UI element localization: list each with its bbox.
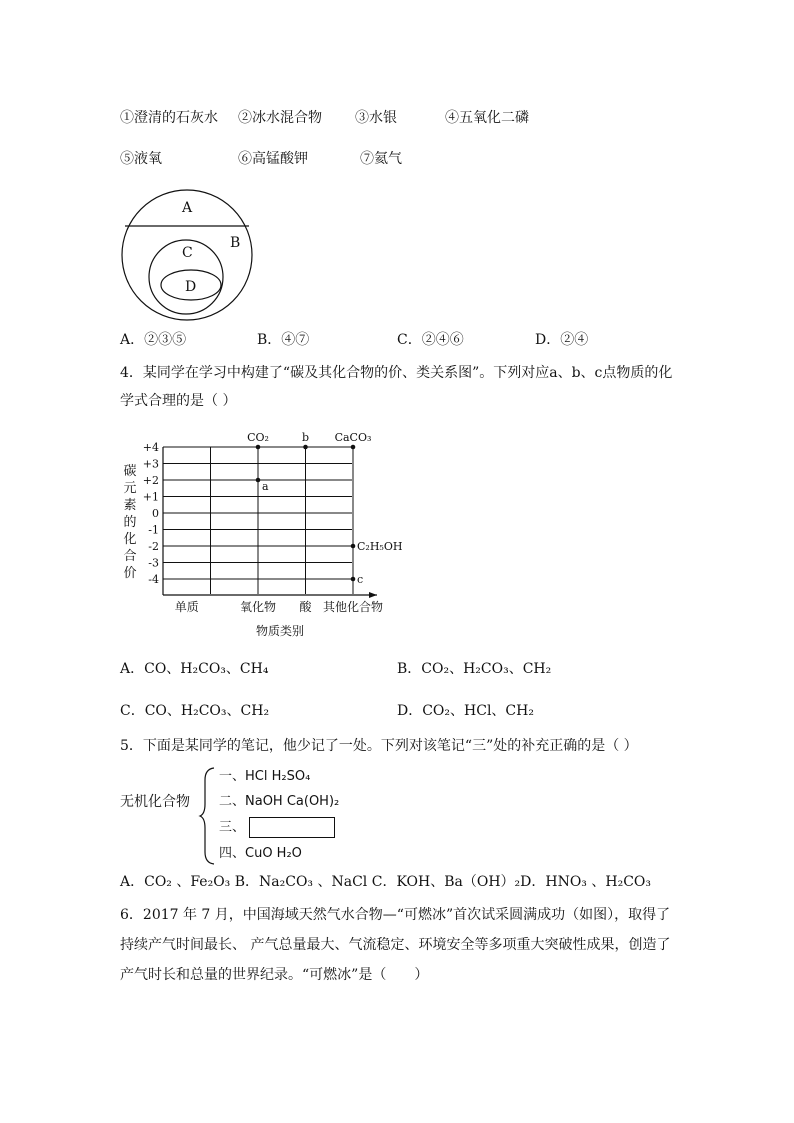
point-b <box>303 445 308 450</box>
q4-option-c: C．CO、H₂CO₃、CH₂ <box>120 703 270 719</box>
q5-options: A．CO₂ 、Fe₂O₃ B．Na₂CO₃ 、NaCl C．KOH、Ba（OH）₂D．HNO₃ 、H₂CO₃ <box>120 874 651 890</box>
classification-venn-diagram <box>118 186 258 326</box>
q5-branch-2: 二、NaOH Ca(OH)₂ <box>219 794 340 809</box>
x-axis-arrow <box>369 592 377 598</box>
y-axis-label-char: 素 <box>123 498 137 513</box>
point-label-b: b <box>301 431 310 444</box>
y-tick-label: +1 <box>142 490 159 504</box>
y-tick-label: -2 <box>148 540 159 553</box>
item-6: ⑥高锰酸钾 <box>238 151 308 167</box>
q6-line3: 产气时长和总量的世界纪录。“可燃冰”是（ ） <box>120 967 429 983</box>
q4-option-d: D．CO₂、HCl、CH₂ <box>397 703 534 719</box>
point-c <box>351 577 356 582</box>
q4-option-b: B．CO₂、H₂CO₃、CH₂ <box>397 661 552 677</box>
q5-branch-1: 一、HCl H₂SO₄ <box>219 769 311 784</box>
q3-option-a: A．②③⑤ <box>120 332 187 348</box>
y-axis-label-char: 碳 <box>123 464 137 479</box>
x-axis-label: 物质类别 <box>255 624 305 638</box>
point-label-a: a <box>262 480 269 493</box>
point-label-CaCO₃: CaCO₃ <box>334 431 372 444</box>
q5-branch-3: 三、 <box>219 820 246 835</box>
y-tick-label: -4 <box>148 573 159 586</box>
q4-option-a: A．CO、H₂CO₃、CH₄ <box>120 661 269 677</box>
y-tick-label: 0 <box>152 507 159 520</box>
y-tick-label: -3 <box>148 556 159 570</box>
q6-line2: 持续产气时间最长、 产气总量最大、气流稳定、环境安全等多项重大突破性成果，创造了 <box>120 937 671 953</box>
point-C₂H₅OH <box>351 544 356 549</box>
y-tick-label: +4 <box>142 441 159 454</box>
y-axis-label-char: 的 <box>123 515 137 530</box>
q3-option-b: B．④⑦ <box>257 332 310 348</box>
y-tick-label: +2 <box>142 474 159 487</box>
x-category-label: 单质 <box>174 600 199 614</box>
q3-option-d: D．②④ <box>535 332 589 348</box>
item-5: ⑤液氧 <box>120 151 162 167</box>
q3-option-c: C．②④⑥ <box>397 332 464 348</box>
venn-label-c: C <box>182 245 193 261</box>
point-label-c: c <box>357 573 364 586</box>
y-axis-label-char: 化 <box>123 532 137 547</box>
venn-label-a: A <box>182 200 193 216</box>
y-tick-label: -1 <box>148 523 159 537</box>
q6-line1: 6．2017 年 7 月，中国海域天然气水合物—“可燃冰”首次试采圆满成功（如图），取得了 <box>120 907 671 923</box>
q5-branch-4: 四、CuO H₂O <box>219 846 302 861</box>
q4-stem-line1: 4．某同学在学习中构建了“碳及其化合物的价、类关系图”。下列对应a、b、c点物质的化 <box>120 365 673 381</box>
item-4: ④五氧化二磷 <box>445 110 529 126</box>
item-7: ⑦氦气 <box>360 151 402 167</box>
point-label-C₂H₅OH: C₂H₅OH <box>357 540 403 553</box>
item-2: ②冰水混合物 <box>238 110 322 126</box>
venn-label-b: B <box>230 235 241 251</box>
x-category-label: 其他化合物 <box>322 600 384 614</box>
y-axis-label-char: 合 <box>123 549 137 564</box>
x-category-label: 酸 <box>299 600 312 614</box>
q5-root-label: 无机化合物 <box>120 794 190 810</box>
item-1: ①澄清的石灰水 <box>120 110 218 126</box>
x-category-label: 氧化物 <box>239 600 277 614</box>
point-label-CO₂: CO₂ <box>247 431 269 444</box>
point-CO₂ <box>256 445 261 450</box>
item-3: ③水银 <box>355 110 397 126</box>
y-axis-label-char: 元 <box>123 481 137 496</box>
q4-stem-line2: 学式合理的是（ ） <box>120 393 237 409</box>
q5-stem: 5．下面是某同学的笔记，他少记了一处。下列对该笔记“三”处的补充正确的是（ ） <box>120 738 638 754</box>
y-tick-label: +3 <box>142 457 159 471</box>
point-CaCO₃ <box>351 445 356 450</box>
q5-brace <box>198 766 220 866</box>
venn-label-d: D <box>185 279 197 295</box>
y-axis-label-char: 价 <box>123 566 137 581</box>
q5-blank-box <box>249 817 335 838</box>
point-a <box>256 478 261 483</box>
valence-category-chart <box>115 425 415 645</box>
